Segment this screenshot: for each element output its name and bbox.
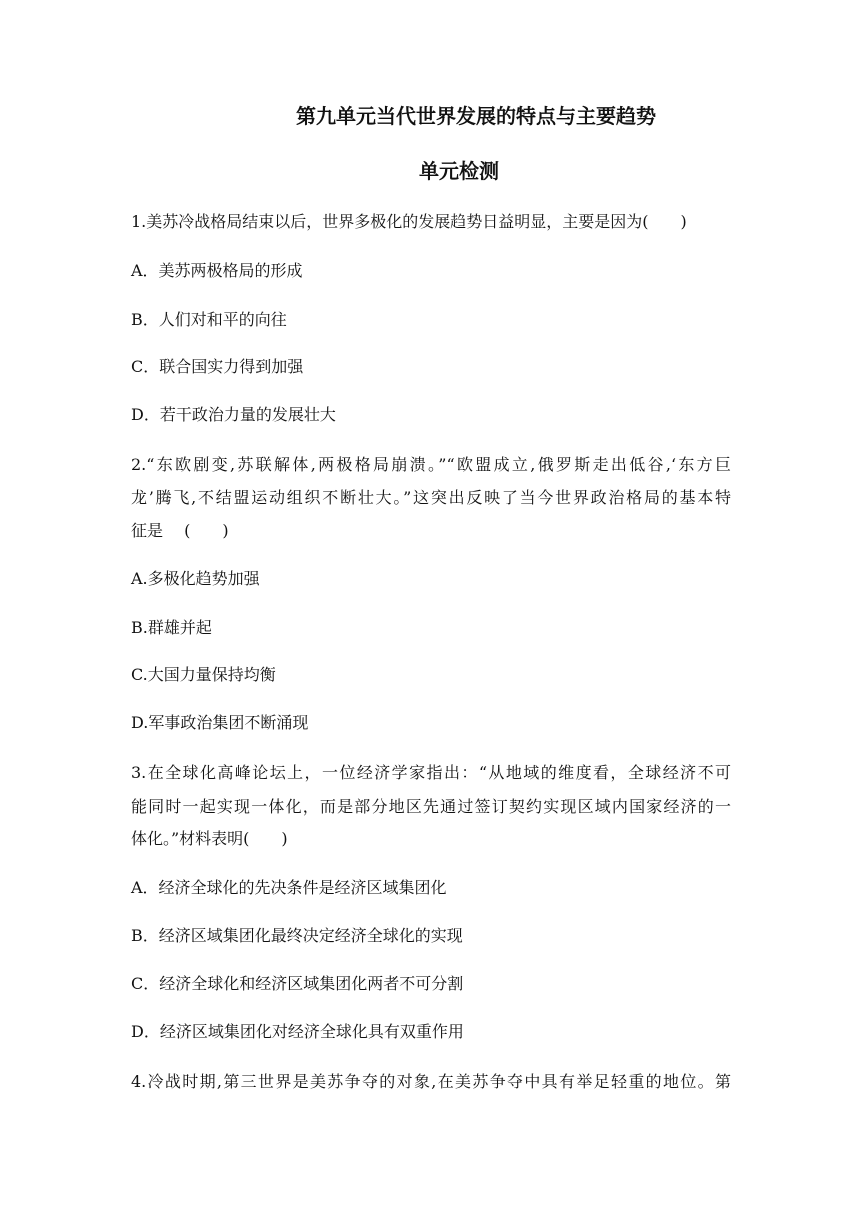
question-3-option-a: A．经济全球化的先决条件是经济区域集团化 [131, 878, 447, 897]
question-3-option-b: B．经济区域集团化最终决定经济全球化的实现 [131, 926, 463, 945]
question-3-stem-line-3: 体化。”材料表明( ) [131, 829, 288, 848]
question-3-option-c: C．经济全球化和经济区域集团化两者不可分割 [131, 974, 464, 993]
document-subtitle: 单元检测 [419, 159, 499, 183]
question-2-option-c: C.大国力量保持均衡 [131, 665, 276, 684]
question-1-option-b: B．人们对和平的向往 [131, 310, 287, 329]
question-1-option-a: A．美苏两极格局的形成 [131, 261, 303, 280]
question-1-option-d: D．若干政治力量的发展壮大 [131, 405, 336, 424]
question-1-option-c: C．联合国实力得到加强 [131, 357, 304, 376]
question-2-stem-line-2: 龙’腾飞,不结盟运动组织不断壮大。”这突出反映了当今世界政治格局的基本特 [131, 488, 731, 507]
question-3-stem-line-2: 能同时一起实现一体化，而是部分地区先通过签订契约实现区域内国家经济的一 [131, 797, 731, 816]
question-4-stem-line-1: 4.冷战时期,第三世界是美苏争夺的对象,在美苏争夺中具有举足轻重的地位。第 [131, 1072, 731, 1091]
question-2-option-d: D.军事政治集团不断涌现 [131, 713, 309, 732]
document-title: 第九单元当代世界发展的特点与主要趋势 [296, 104, 656, 128]
question-3-option-d: D．经济区域集团化对经济全球化具有双重作用 [131, 1022, 464, 1041]
question-2-stem-line-1: 2.“东欧剧变,苏联解体,两极格局崩溃。”“欧盟成立,俄罗斯走出低谷,‘东方巨 [131, 455, 731, 474]
question-3-stem-line-1: 3.在全球化高峰论坛上，一位经济学家指出：“从地域的维度看，全球经济不可 [131, 763, 731, 782]
question-2-option-b: B.群雄并起 [131, 618, 212, 637]
question-2-option-a: A.多极化趋势加强 [131, 569, 260, 588]
question-1-stem: 1.美苏冷战格局结束以后，世界多极化的发展趋势日益明显，主要是因为( ) [131, 212, 687, 231]
question-2-stem-line-3: 征是 ( ) [131, 521, 229, 540]
